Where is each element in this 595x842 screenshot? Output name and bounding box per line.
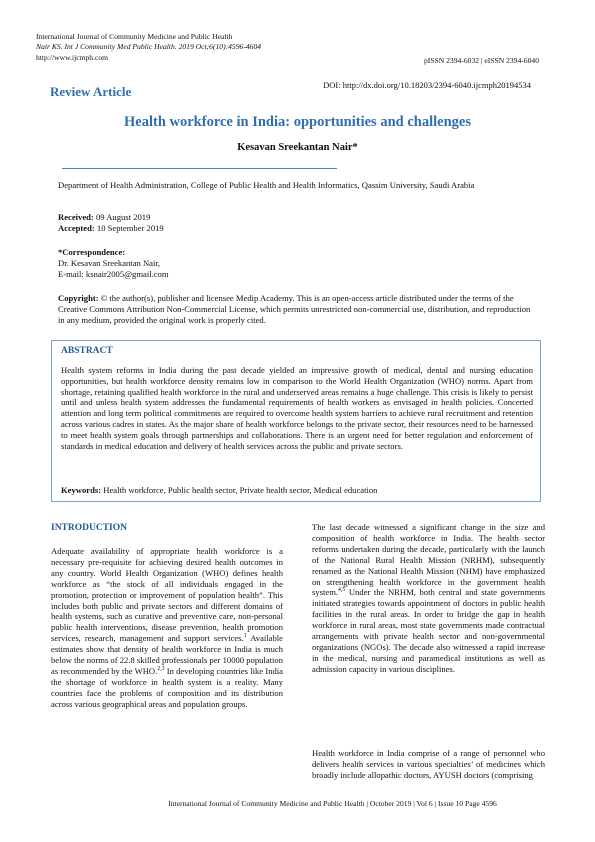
correspondence: *Correspondence: Dr. Kesavan Sreekantan Nair, E-mail: ksnair2005@gmail.com [58, 247, 169, 279]
doi[interactable]: DOI: http://dx.doi.org/10.18203/2394-6040.ijcmph20194534 [323, 80, 531, 90]
keywords: Keywords: Health workforce, Public health sector, Private health sector, Medical education [61, 485, 378, 495]
journal-name: International Journal of Community Medicine and Public Health [36, 32, 233, 41]
citation: Nair KS. Int J Community Med Public Health. 2019 Oct;6(10):4596-4604 [36, 42, 262, 51]
journal-url[interactable]: http://www.ijcmph.com [36, 53, 109, 62]
issn: pISSN 2394-6032 | eISSN 2394-6040 [423, 56, 539, 65]
intro-heading: INTRODUCTION [51, 523, 128, 533]
abstract-text: Health system reforms in India during the past decade yielded an impressive growth of medical, dental and nursing education opportunities, but health workforce density remains low in comparison to the World Health Organization (WHO) norms. Apart from shortage, retaining qualified health workforce in the rural and underserved areas remains a huge challenge. This crisis is likely to persist until and unless health system addresses the fundamental requirements of health workers as envisaged in health policies. Concerted attention and long term political commitments are required to overcome health system barriers to achieve rural recruitment and retention across various cadres in states. As the major share of health workforce belongs to the private sector, their resources need to be harnessed to meet health system goals through partnerships and collaborations. There is an urgent need for better regulation and enforcement of standards in medical education and delivery of health services across the public and private sectors. [61, 365, 533, 451]
author: Kesavan Sreekantan Nair* [237, 142, 358, 153]
intro-paragraph-2: The last decade witnessed a significant change in the size and composition of health workforce in India. The health sector reforms undertaken during the decade, particularly with the launch of the National Rural Health Mission (NRHM), subsequently renamed as the National Health Mission (NHM) have emphasized on strengthening health workforce in the government health system.$^{4,5}$ Under the NRHM, both central and state governments initiated strategies towards appointment of doctors in public health facilities in the rural areas. In order to bridge the gap in health workforce in rural areas, most state governments made contractual arrangements with private health sector and non-governmental organizations (NGOs). The decade also witnessed a rapid increase in the medical, nursing and paramedical institutions as well as admission capacity in various disciplines. [312, 522, 545, 674]
article-title: Health workforce in India: opportunities and challenges [124, 114, 471, 130]
dates: Received: 09 August 2019 Accepted: 10 September 2019 [58, 212, 164, 233]
page-footer: International Journal of Community Medicine and Public Health | October 2019 | Vol 6 | Issue 10 Page 4596 [168, 799, 497, 808]
abstract-heading: ABSTRACT [61, 346, 113, 356]
copyright: Copyright: © the author(s), publisher and licensee Medip Academy. This is an open-access article distributed under the terms of the Creative Commons Attribution Non-Commercial License, which permits unrestricted non-commercial use, distribution, and reproduction in any medium, provided the original work is properly cited. [58, 293, 531, 325]
divider [62, 168, 337, 169]
intro-paragraph-1: Adequate availability of appropriate health workforce is a necessary pre-requisite for achieving desired health outcomes in any country. World Health Organization (WHO) defines health workforce as “the stock of all individuals engaged in the promotion, protection or improvement of population health”. This includes both public and private sectors and different domains of health systems, such as curative and preventive care, non-personal public health interventions, disease prevention, health promotion services, research, management and support services.$^1$ Available estimates show that density of health workforce in India is much below the norms of 22.8 skilled professionals per 10000 population as recommended by the WHO.$^{2,3}$ In developing countries like India the shortage of workforce in health system is a reality. Many countries face the problems of composition and its distribution across various geographical areas and population groups. [51, 546, 283, 709]
article-type: Review Article [50, 84, 132, 99]
affiliation: Department of Health Administration, College of Public Health and Health Informatics, Qassim University, Saudi Arabia [58, 180, 475, 190]
intro-paragraph-3: Health workforce in India comprise of a range of personnel who delivers health services in various specialties’ of medicines which broadly include allopathic doctors, AYUSH doctors (comprising [312, 748, 545, 780]
